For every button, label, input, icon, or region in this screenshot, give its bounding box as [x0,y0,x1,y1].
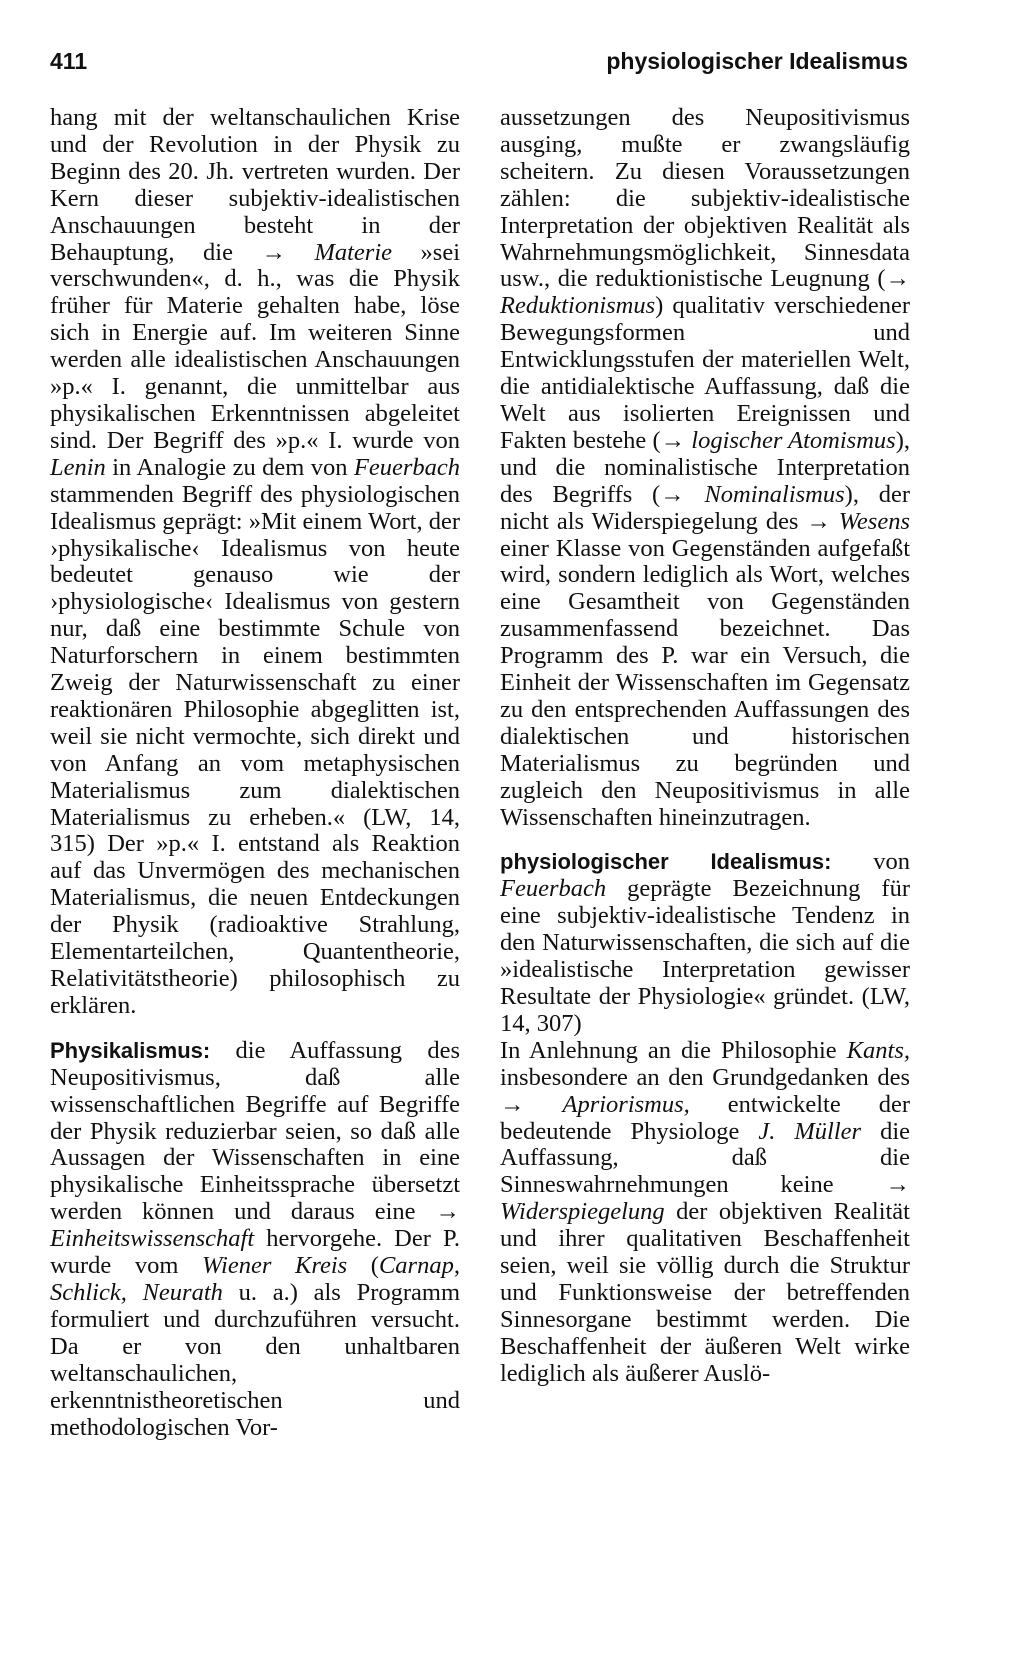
italic-term: Widerspiegelung [500,1198,665,1226]
text-run: ), der nicht als Widerspiegelung des → [500,480,910,535]
italic-term: Feuerbach [353,453,460,481]
text-run: hang mit der weltanschaulichen Krise und der Revolution in der Physik zu Beginn des 20. Jh. vertreten wurden. Der Kern dieser subjektiv-idealistischen Anschauungen besteht in der Behauptung, die → [50,104,460,266]
text-run: »sei verschwunden«, d. h., was die Physik früher für Materie gehalten habe, löse sich in Energie auf. Im weiteren Sinne werden alle idealistischen Anschauungen »p.« I. genannt, die unmittelbar aus physikalischen Erkenntnissen abgeleitet sind. Der Begriff des »p.« I. wurde von [50,238,461,454]
italic-term: Carnap, Schlick, Neurath [50,1252,460,1306]
left-column [50,105,460,1441]
right-column [500,105,910,1388]
text-run: der objektiven Realität und ihrer qualitativen Beschaffenheit seien, weil sie völlig durch die Struktur und Funktionsweise der betreffenden Sinnesorgane bestimmt werden. Die Beschaffenheit der äußeren Welt wirke lediglich als äußerer Auslö- [500,1198,910,1387]
italic-term: Einheitswissenschaft [50,1225,255,1253]
italic-term: Lenin [50,453,106,481]
italic-term: Wesens [838,507,910,535]
italic-term: Feuerbach [500,875,607,903]
italic-term: Apriorismus, [562,1090,690,1118]
text-run: aussetzungen des Neupositivismus ausging, mußte er zwangsläufig scheitern. Zu diesen Voraussetzungen zählen: die subjektiv-idealistische Interpretation der objektiven Realität als Wahrnehmungsmöglichkeit, Sinnesdata usw., die reduktionistische Leugnung (→ [500,104,910,293]
text-run: die Auffassung, daß die Sinneswahrnehmungen keine → [500,1117,911,1199]
italic-term: J. Müller [758,1117,862,1145]
text-run: geprägte Bezeichnung für eine subjektiv-idealistische Tendenz in den Naturwissenschaften, die sich auf die »idealistische Interpretation gewisser Resultate der Physiologie« gründet. (LW, 14, 307) [500,875,910,1037]
text-run: in Analogie zu dem von [105,453,354,481]
entry-physikalismus [50,1038,460,1442]
right-paragraph-1 [500,105,910,831]
italic-term: Kants, [846,1036,910,1064]
italic-term: Nominalismus [704,480,845,508]
entry-body-physikalismus [50,1037,460,1441]
page-header [50,48,908,82]
running-title: physiologischer Idealismus [606,48,908,74]
text-run: ( [347,1252,379,1280]
italic-term: Reduktionismus [500,292,656,320]
italic-term: Materie [314,238,393,266]
text-run: die Auffassung des Neupositivismus, daß alle wissenschaftlichen Begriffe auf Begriffe der Physik reduzierbar seien, so daß alle Aussagen der Wissenschaften in eine physikalische Einheitssprache übersetzt werden können und daraus eine → [50,1036,460,1226]
text-run: u. a.) als Programm formuliert und durchzuführen versucht. Da er von den unhaltbaren weltanschaulichen, erkenntnistheoretischen und methodologischen Vor- [50,1278,460,1441]
text-run: ), und die nominalistische Interpretation des Begriffs (→ [500,426,910,508]
italic-term: logischer Atomismus [691,426,896,454]
text-run: stammenden Begriff des physiologischen Idealismus geprägt: »Mit einem Wort, der ›physikalische‹ Idealismus von heute bedeutet genauso wie der ›physiologische‹ Idealismus von gestern nur, daß eine bestimmte Schule von Naturforschern in einem bestimmten Zweig der Naturwissenschaft zu einer reaktionären Philosophie abgeglitten ist, weil sie nicht vermochte, sich direkt und von Anfang an vom metaphysischen Materialismus zum dialektischen Materialismus zu erheben.« (LW, 14, 315) Der »p.« I. entstand als Reaktion auf das Unvermögen des mechanischen Materialismus, die neuen Entdeckungen der Physik (radioaktive Strahlung, Elementarteilchen, Quantentheorie, Relativitätstheorie) philosophisch zu erklären. [50,480,460,1019]
text-run: insbesondere an den Grundgedanken des → [500,1063,910,1118]
text-run: einer Klasse von Gegenständen aufgefaßt wird, sondern lediglich als Wort, welches eine Gesamtheit von Gegenständen zusammenfassend bezeichnet. Das Programm des P. war ein Versuch, die Einheit der Wissenschaften im Gegensatz zu den entsprechenden Auffassungen des dialektischen und historischen Materialismus zu begründen und zugleich den Neupositivismus in alle Wissenschaften hineinzutragen. [500,534,910,831]
entry-body-physiologischer-idealismus [500,848,910,1036]
text-run: von [831,848,910,876]
text-run: In Anlehnung an die Philosophie [500,1036,847,1064]
right-paragraph-3 [500,1038,910,1388]
entry-keyword-physikalismus: Physikalismus: [50,1037,211,1063]
entry-physiologischer-idealismus [500,849,910,1037]
left-paragraph-1 [50,105,460,1020]
text-run: hervorgehe. Der P. wurde vom [50,1225,460,1280]
italic-term: Wiener Kreis [202,1252,348,1280]
text-run: ) qualitativ verschiedener Bewegungsformen und Entwicklungsstufen der materiellen Welt, die antidialektische Auffassung, daß die Welt aus isolierten Ereignissen und Fakten bestehe (→ [500,292,910,454]
page-number: 411 [50,48,88,74]
text-run: entwickelte der bedeutende Physiologe [500,1090,910,1145]
entry-keyword-physiologischer-idealismus: physiologischer Idealismus: [500,849,832,875]
